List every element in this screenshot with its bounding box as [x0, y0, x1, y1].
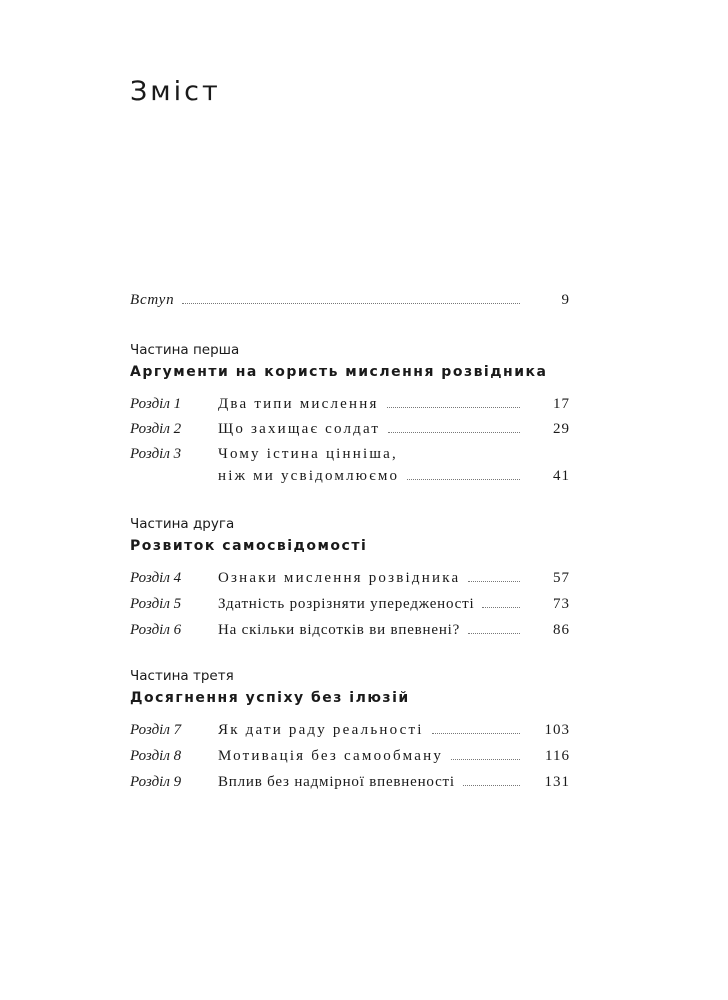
toc-page-number: 17: [553, 396, 570, 412]
toc-page-number: 86: [553, 622, 570, 638]
chapter-title: Що захищає солдат: [218, 421, 381, 437]
toc-entry-chapter-3-cont[interactable]: [130, 468, 570, 490]
chapter-label: Розділ 9: [130, 774, 182, 790]
chapter-label: Розділ 7: [130, 722, 182, 738]
toc-page-number: 131: [544, 774, 570, 790]
chapter-title-line1: Чому істина цінніша,: [218, 446, 398, 462]
chapter-title-wrap: [218, 468, 520, 485]
chapter-title-wrap: [218, 596, 520, 613]
chapter-title: Вплив без надмірної впевненості: [218, 774, 455, 790]
dot-leader: [468, 581, 520, 582]
chapter-title: Мотивація без самообману: [218, 748, 444, 764]
toc-entry-intro[interactable]: [130, 292, 570, 314]
part-title: Аргументи на користь мислення розвідника: [130, 364, 548, 380]
chapter-title: На скільки відсотків ви впевнені?: [218, 622, 461, 638]
toc-entry-chapter-1[interactable]: [130, 396, 570, 418]
toc-entry-chapter-4[interactable]: [130, 570, 570, 592]
dot-leader: [432, 733, 520, 734]
chapter-title-wrap: [218, 421, 520, 438]
chapter-title: Здатність розрізняти упередженості: [218, 596, 475, 612]
chapter-title-wrap: [218, 748, 520, 765]
toc-page-number: 41: [553, 468, 570, 484]
chapter-label: Розділ 2: [130, 421, 182, 437]
toc-entry-label: Вступ: [130, 292, 175, 308]
toc-page-number: 73: [553, 596, 570, 612]
dot-leader: [388, 432, 520, 433]
toc-entry-chapter-5[interactable]: [130, 596, 570, 618]
toc-entry-chapter-9[interactable]: [130, 774, 570, 796]
part-label: Частина перша: [130, 342, 240, 358]
chapter-title-wrap: [218, 622, 520, 639]
toc-entry-chapter-3[interactable]: [130, 446, 570, 468]
chapter-label: Розділ 4: [130, 570, 182, 586]
toc-page-number: 29: [553, 421, 570, 437]
chapter-label: Розділ 5: [130, 596, 182, 612]
toc-entry-chapter-2[interactable]: [130, 421, 570, 443]
part-label: Частина третя: [130, 668, 234, 684]
chapter-label: Розділ 1: [130, 396, 182, 412]
toc-page-number: 9: [561, 292, 570, 308]
dot-leader: [482, 607, 520, 608]
part-title: Досягнення успіху без ілюзій: [130, 690, 410, 706]
toc-page-number: 116: [545, 748, 570, 764]
page-title: Зміст: [130, 76, 221, 107]
dot-leader: [463, 785, 520, 786]
dot-leader: [387, 407, 520, 408]
dot-leader: [468, 633, 520, 634]
chapter-title-wrap: [218, 446, 520, 463]
toc-entry-chapter-6[interactable]: [130, 622, 570, 644]
chapter-title: Ознаки мислення розвідника: [218, 570, 461, 586]
toc-page-number: 103: [544, 722, 570, 738]
chapter-title-wrap: [218, 396, 520, 413]
chapter-label: Розділ 6: [130, 622, 182, 638]
chapter-label: Розділ 3: [130, 446, 182, 462]
chapter-title-line2: ніж ми усвідомлюємо: [218, 468, 400, 484]
toc-entry-title: [130, 292, 520, 309]
dot-leader: [407, 479, 520, 480]
part-label: Частина друга: [130, 516, 235, 532]
chapter-title: Як дати раду реальності: [218, 722, 424, 738]
chapter-title-wrap: [218, 570, 520, 587]
chapter-title: Два типи мислення: [218, 396, 379, 412]
toc-entry-chapter-8[interactable]: [130, 748, 570, 770]
chapter-title-wrap: [218, 722, 520, 739]
toc-page-number: 57: [553, 570, 570, 586]
part-title: Розвиток самосвідомості: [130, 538, 368, 554]
dot-leader: [182, 303, 520, 304]
toc-entry-chapter-7[interactable]: [130, 722, 570, 744]
chapter-title-wrap: [218, 774, 520, 791]
chapter-label: Розділ 8: [130, 748, 182, 764]
dot-leader: [451, 759, 520, 760]
